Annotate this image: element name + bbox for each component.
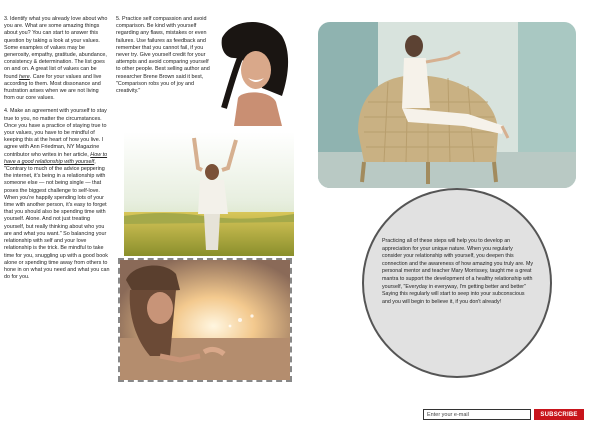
quote-text: Practicing all of these steps will help you to develop an appreciation for your unique nature. When you regularly consider your relationship with yourself, you deepen this connection and the awareness of how amazing you truly are. My personal mentor and teacher Mary Morrissey, taught me a great mantra to support the development of a healthy relationship with yourself, "Everyday in everyway, I'm getting better and better" Saying this regularly will start to seep into your subconscious and you will begin to believe it, if you don't already! (382, 238, 534, 305)
paragraph-text: , "Contrary to much of the advice peppering the internet, it's being in a relationship with someone else — not being single — that poses the biggest challenge to self-love. When you're happily spending lots of your time with another person, it's easy to forget that you should also be spending time with yourself. Alone. And not just treating yourself, but really thinking about who you are and what you want." So balancing your relationship with self and your love relationship is the trick. Be mindful to take time for you, snuggling up with a good book alone or spending time away from others to hone in on what you need and what you can do for you. (4, 158, 110, 281)
values-list-link[interactable]: here (19, 73, 30, 80)
article-paragraph-5: 5. Practice self compassion and avoid comparison. Be kind with yourself regarding any flaws, mistakes or even failures. Use failures as feedback and remember that you cannot fail, if you never try. Give yourself credit for your attempts and avoid comparing yourself to other people. Best selling author and researcher Brene Brown said it best, "Comparison robs you of joy and creativity." (116, 16, 210, 95)
laughing-woman-photo (212, 18, 295, 126)
article-paragraph-3 (4, 16, 110, 102)
subscribe-button[interactable]: SUBSCRIBE (534, 409, 584, 420)
email-field[interactable] (423, 409, 531, 420)
article-column-middle (116, 16, 214, 101)
paragraph-text: 4. Make an agreement with yourself to stay true to you, no matter the circumstances. Once you have a practice of staying true to your values, you have to be mindful of keeping this at the heart of how you live. I agree with Ann Friedman, NY Magazine contributor who writes in her article, (4, 108, 107, 158)
article-paragraph-4 (4, 108, 110, 281)
article-link-good-relationship[interactable]: How to have a good relationship with yourself (4, 151, 108, 165)
field-woman-photo (124, 132, 294, 256)
sunset-woman-photo (118, 258, 292, 382)
wicker-chair-woman-photo (318, 22, 576, 188)
paragraph-text: 3. Identify what you already love about who you are. What are some amazing things about you? You can start to answer this question by taking a look at your values. Some examples of values may be generosity, empathy, gratitude, abundance, consistency & determination. The list goes on and on. A great list of values can be found (4, 16, 108, 80)
paragraph-text: . Care for your values and live according to them. Most dissonance and frustration arises when we are not living from our core values. (4, 73, 102, 102)
article-column-left (4, 16, 110, 287)
